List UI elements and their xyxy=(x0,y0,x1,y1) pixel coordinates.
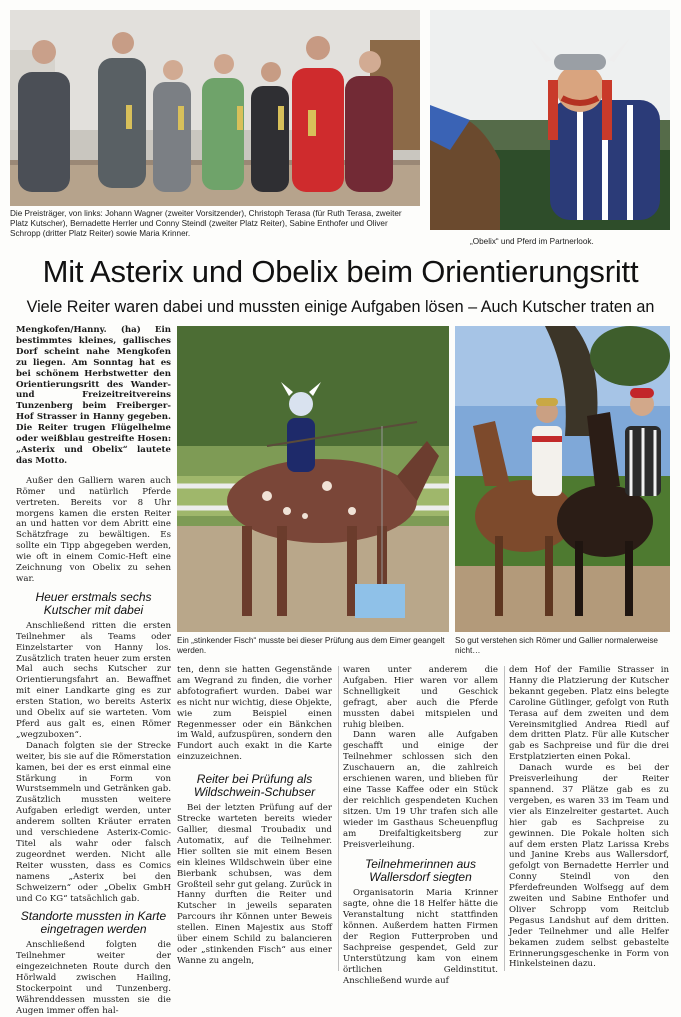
fish-task-caption: Ein „stinkender Fisch“ musste bei dieser Prüfung aus dem Eimer geangelt werden. xyxy=(177,636,445,655)
section-heading: Heuer erstmals sechs Kutscher mit dabei xyxy=(35,589,152,617)
section-heading: Reiter bei Prüfung als Wildschwein-Schubser xyxy=(193,772,316,800)
award-winners-photo xyxy=(10,10,420,206)
column-rule xyxy=(504,666,505,971)
romans-gauls-caption: So gut verstehen sich Römer und Gallier normalerweise nicht… xyxy=(455,636,658,655)
article-column-4 xyxy=(509,665,669,970)
article-column-2 xyxy=(177,665,332,967)
paragraph: Danach folgten sie der Strecke weiter, bis sie auf die Römerstation kamen, bei der es erst einmal eine Stärkung in Form von Wurstsemmeln und Getränken gab. Zusätzlich mussten weitere Aufgaben erledigt werden, unter anderem sollten Kräuter erraten und verschiedene Asterix-Comic-Titel als wahr oder falsch zugeordnet werden. Nicht alle Reiter wussten, dass es Comics namens „Asterix bei den Schweizern“ oder „Obelix GmbH und Co KG“ tatsächlich gab. xyxy=(16,740,171,904)
headline: Mit Asterix und Obelix beim Orientierungsritt xyxy=(42,254,639,289)
paragraph: Bei der letzten Prüfung auf der Strecke warteten bereits wieder Gallier, diesmal Troubadix und Automatix, auf die Teilnehmer. Hier sollten sie mit einem Besen ein kleines Wildschwein über eine Bierbank schubsen, was dem Großteil sehr gut gelang. Zurück in Hanny durften die Reiter und Kutscher in jeweils separaten Parcours ihr Können unter Beweis stellen. Einen Majestix aus Stoff über einem Schild zu balancieren oder „stinkenden Fisch“ aus einer Wanne zu angeln, xyxy=(177,803,332,966)
award-winners-caption: Die Preisträger, von links: Johann Wagner (zweiter Vorsitzender), Christoph Terasa (für Ruth Terasa, zweiter Platz Kutscher), Bernadette Herrler und Conny Steindl (zweiter Platz Reiter), Sabine Enthofer und Oliver Schropp (dritter Platz Reiter) sowie Maria Krinner. xyxy=(10,209,402,238)
section-heading: Standorte mussten in Karte eingetragen werden xyxy=(20,909,167,937)
paragraph: Dann waren alle Aufgaben geschafft und einige der Teilnehmer schlossen sich den Zuschauern an, die zahlreich erschienen waren, und blieben für eine Tasse Kaffee oder ein Stück der reichlich gespendeten Kuchen sitzen. Um 19 Uhr trafen sich alle wieder im Gasthaus Scheuenpflug am Dreifaltigkeitsberg zur Preisverleihung. xyxy=(343,730,498,850)
paragraph: Außer den Galliern waren auch Römer und natürlich Pferde vertreten. Bereits vor 8 Uhr morgens kamen die ersten Reiter an und hatten vor dem Abritt eine Schätzfrage zu bewältigen. Es sollte ein Tipp abgegeben werden, wie oft in einem Comic-Heft eine Zeichnung von Obelix zu sehen war. xyxy=(16,475,171,584)
subheadline: Viele Reiter waren dabei und mussten einige Aufgaben lösen – Auch Kutscher traten an xyxy=(26,298,655,316)
paragraph: Anschließend ritten die ersten Teilnehmer als Teams oder Einzelstarter von Hanny los. Zusätzlich traten heuer zum ersten Mal auch sechs Kutscher zur Orientierungsfahrt an. Bewaffnet mit einer Landkarte ging es zur ersten Station, wo bereits Asterix und Obelix auf sie warteten. Vom Pferd aus galt es, einen Römer „wegzuboxen“. xyxy=(16,620,171,740)
paragraph: dem Hof der Familie Strasser in Hanny die Platzierung der Kutscher bekannt gegeben. Platz eins belegte Caroline Gütlinger, gefolgt von Ruth Terasa auf dem zweiten und dem Vereinsmitglied Andrea Riedl auf dem dritten Platz. Für alle Kutscher gab es Sachpreise und für die drei Erstplatzierten einen Pokal. xyxy=(509,665,669,763)
article-column-1 xyxy=(16,325,171,1017)
article-column-3 xyxy=(343,665,498,987)
obelix-horse-photo xyxy=(430,10,670,230)
paragraph: Anschließend folgten die Teilnehmer weiter der eingezeichneten Route durch den Hörlwald zwischen Hailing, Stockerpoint und Tunzenberg. Währenddessen mussten sie die Augen immer offen hal- xyxy=(16,940,171,1016)
paragraph: Danach wurde es bei der Preisverleihung der Reiter spannend. 37 Plätze gab es zu vergeben, es waren 33 im Team und vier als Einzelreiter gestartet. Auch hier gab es Sachpreise zu gewinnen. Die Pokale holten sich auf dem ersten Platz Larissa Krebs und Janine Krebs aus Wallersdorf, gefolgt von Bernadette Herrler und Conny Steindl von den Pferdefreunden Wolfsegg auf dem zweiten und Sabine Enthofer und Oliver Schropp vom Reitclub Pegasus Landshut auf dem dritten. Jeder Teilnehmer und alle Helfer bekamen zudem selbst gebastelte Erinnerungsgeschenke in Form von Hinkelsteinen dazu. xyxy=(509,763,669,970)
romans-gauls-photo xyxy=(455,326,670,632)
fish-task-photo xyxy=(177,326,449,632)
paragraph: ten, denn sie hatten Gegenstände am Wegrand zu finden, die vorher abfotografiert wurden. Dabei war es nicht nur wichtig, diese Objekte, wie zum Beispiel einen Regenmesser oder ein Bänkchen im Wald, aufzuspüren, sondern den Fundort auch exakt in die Karte einzuzeichnen. xyxy=(177,665,332,763)
section-heading: Teilnehmerinnen aus Wallersdorf siegten xyxy=(365,857,476,885)
obelix-caption: „Obelix“ und Pferd im Partnerlook. xyxy=(470,237,594,246)
column-rule xyxy=(338,666,339,971)
paragraph: waren unter anderem die Aufgaben. Hier waren vor allem Schnelligkeit und Geschick gefragt, aber auch die Pferde mussten dabei mitspielen und ruhig bleiben. xyxy=(343,665,498,730)
paragraph: Organisatorin Maria Krinner sagte, ohne die 18 Helfer hätte die Veranstaltung nicht stattfinden können. Außerdem hatten Firmen der Region Futterproben und Sachpreise gespendet, Geld zur Unterstützung kam von einem örtlichen Geldinstitut. Anschließend wurde auf xyxy=(343,888,498,986)
lead-paragraph: Mengkofen/Hanny. (ha) Ein bestimmtes kleines, gallisches Dorf scheint nahe Mengkofen zu liegen. Am Sonntag hat es bei schönem Herbstwetter den Orientierungsritt des Wander- und Freizeitreitvereins Tunzenberg beim Freiberger-Hof Strasser in Hanny gegeben. Die Reiter trugen Flügelhelme oder weißblau gestreifte Hosen: „Asterix und Obelix“ lautete das Motto. xyxy=(16,325,171,466)
